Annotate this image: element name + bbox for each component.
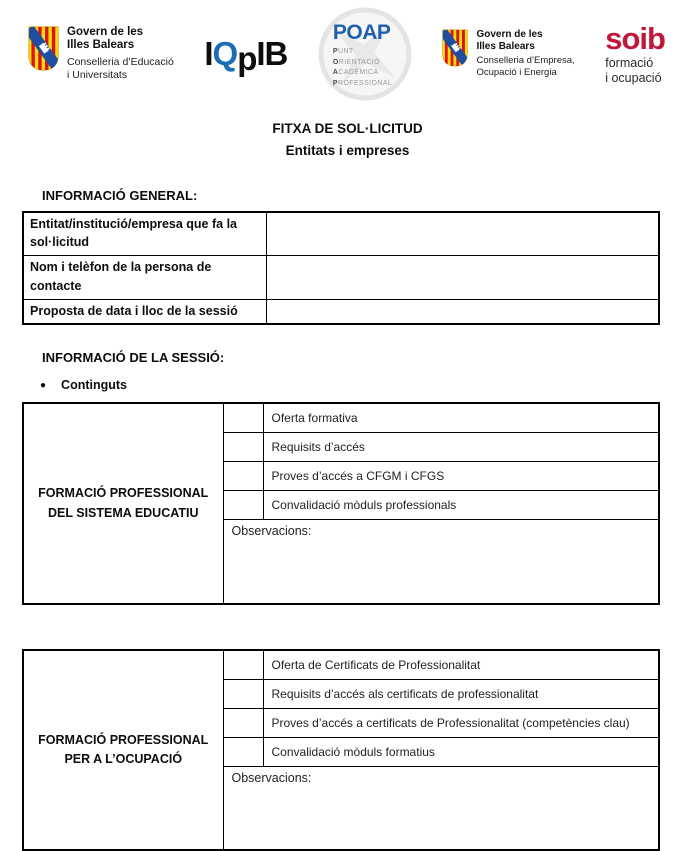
- fp-ocupacio-checkbox-requisits[interactable]: [223, 679, 263, 708]
- fp-educatiu-checkbox-proves[interactable]: [223, 462, 263, 491]
- iqpib-letter-i: I: [204, 35, 213, 72]
- fp-ocupacio-item-oferta: Oferta de Certificats de Professionalitat: [263, 650, 659, 680]
- table-row: [23, 212, 659, 256]
- fp-educatiu-checkbox-convalidacio[interactable]: [223, 491, 263, 520]
- general-row-label-proposta: Proposta de data i lloc de la sessió: [23, 299, 266, 324]
- fp-ocupacio-item-proves: Proves d’accés a certificats de Professionalitat (competències clau): [263, 708, 659, 737]
- table-row: [23, 299, 659, 324]
- fp-educatiu-checkbox-oferta[interactable]: [223, 403, 263, 433]
- fp-ocupacio-checkbox-convalidacio[interactable]: [223, 737, 263, 766]
- govern-empresa-title-line2: Illes Balears: [476, 41, 535, 53]
- govern-empresa-sub-line2: Ocupació i Energia: [476, 67, 557, 78]
- general-section-heading: INFORMACIÓ GENERAL:: [42, 187, 198, 203]
- document-title-line2: Entitats i empreses: [285, 143, 410, 159]
- govern-educacio-sub-line1: Conselleria d’Educació: [67, 56, 174, 69]
- fp-ocupacio-item-convalidacio: Convalidació mòduls formatius: [263, 737, 659, 766]
- document-title: [0, 118, 695, 163]
- logo-poap: [318, 7, 412, 101]
- fp-ocupacio-checkbox-proves[interactable]: [223, 708, 263, 737]
- iqpib-letter-p: p: [237, 40, 257, 77]
- soib-sub-line2: i ocupació: [605, 70, 662, 85]
- govern-educacio-title-line1: Govern de les: [67, 25, 144, 38]
- govern-empresa-sub-line1: Conselleria d’Empresa,: [476, 55, 575, 67]
- balearic-coat-of-arms-icon: [28, 26, 59, 76]
- logo-iqpib: [204, 35, 288, 77]
- poap-acronym: POAP: [332, 21, 391, 44]
- table-row: [23, 650, 659, 680]
- logo-soib: [605, 23, 665, 85]
- soib-sub-line1: formació: [605, 56, 654, 71]
- continguts-label: Continguts: [61, 378, 128, 393]
- document-title-line1: FITXA DE SOL·LICITUD: [272, 121, 423, 136]
- general-row-input-proposta[interactable]: [266, 299, 659, 324]
- continguts-bullet-line: [40, 378, 695, 392]
- fp-educatiu-checkbox-requisits[interactable]: [223, 433, 263, 462]
- balearic-coat-of-arms-icon: [442, 29, 468, 72]
- fp-sistema-educatiu-table: [22, 402, 660, 605]
- observations-label: Observacions:: [231, 524, 312, 539]
- soib-brand: soib: [605, 21, 665, 57]
- fp-educatiu-item-proves: Proves d’accés a CFGM i CFGS: [263, 462, 659, 491]
- fp-educatiu-item-requisits: Requisits d’accés: [263, 433, 659, 462]
- fp-educatiu-observations-cell[interactable]: [223, 520, 659, 604]
- bullet-icon: ●: [40, 379, 47, 391]
- general-row-input-entitat[interactable]: [266, 212, 659, 256]
- general-info-table: [22, 211, 660, 326]
- fp-ocupacio-observations-cell[interactable]: [223, 766, 659, 850]
- general-row-label-contacte: Nom i telèfon de la persona de contacte: [23, 256, 266, 300]
- govern-educacio-title-line2: Illes Balears: [67, 39, 135, 52]
- poap-words: PUNT ORIENTACIÓ ACADÈMICA PROFESSIONAL: [332, 48, 393, 87]
- fp-educatiu-item-oferta: Oferta formativa: [263, 403, 659, 433]
- table-row: [23, 403, 659, 433]
- session-section-heading: INFORMACIÓ DE LA SESSIÓ:: [42, 350, 225, 366]
- fp-ocupacio-item-requisits: Requisits d’accés als certificats de professionalitat: [263, 679, 659, 708]
- logo-govern-empresa: [442, 29, 574, 79]
- govern-educacio-sub-line2: i Universitats: [67, 69, 128, 82]
- iqpib-letters-ib: IB: [256, 35, 288, 72]
- fp-educatiu-category-cell: FORMACIÓ PROFESSIONAL DEL SISTEMA EDUCATIU: [23, 403, 223, 604]
- fp-ocupacio-category-cell: FORMACIÓ PROFESSIONAL PER A L’OCUPACIÓ: [23, 650, 223, 851]
- general-row-label-entitat: Entitat/institució/empresa que fa la sol·licitud: [23, 212, 266, 256]
- table-row: [23, 256, 659, 300]
- fp-ocupacio-checkbox-oferta[interactable]: [223, 650, 263, 680]
- general-row-input-contacte[interactable]: [266, 256, 659, 300]
- logo-govern-educacio: [28, 26, 174, 83]
- observations-label: Observacions:: [231, 770, 312, 785]
- fp-educatiu-item-convalidacio: Convalidació mòduls professionals: [263, 491, 659, 520]
- fp-ocupacio-table: [22, 649, 660, 851]
- header-logo-row: [0, 0, 695, 100]
- govern-empresa-title-line1: Govern de les: [476, 29, 543, 41]
- iqpib-letter-q: Q: [212, 35, 238, 72]
